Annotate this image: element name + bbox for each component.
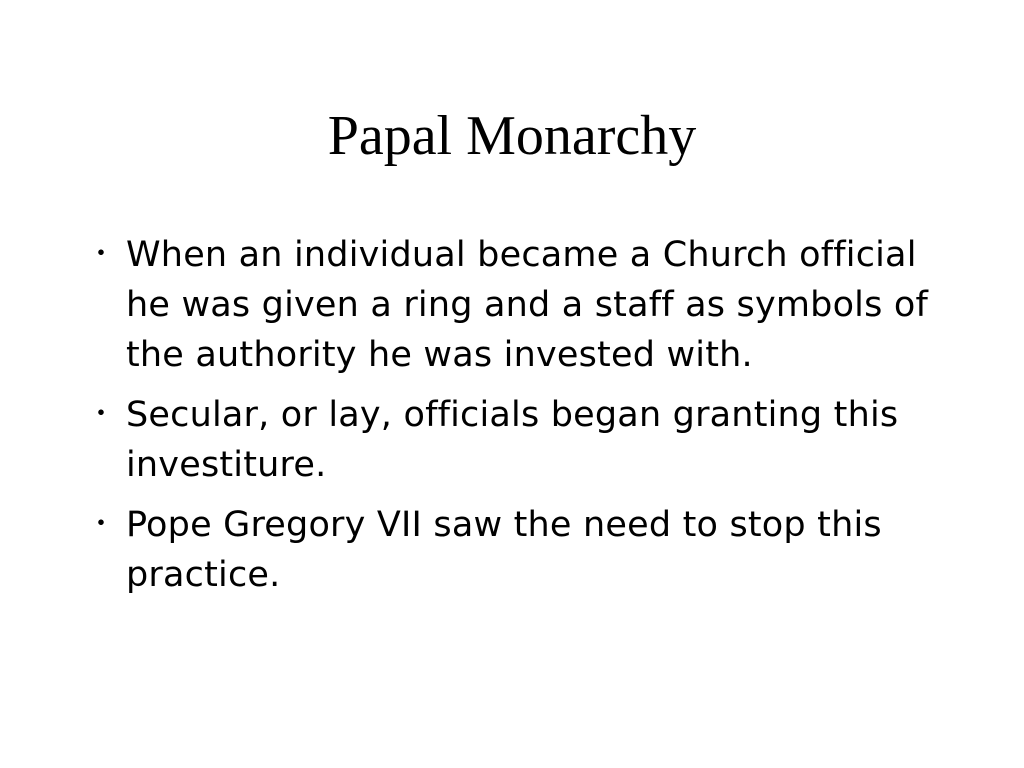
list-item — [80, 390, 940, 490]
bullet-icon: ・ — [86, 397, 117, 432]
bullet-icon: ・ — [86, 507, 117, 542]
slide-title: Papal Monarchy — [327, 105, 697, 167]
list-item — [80, 500, 940, 600]
bullet-text: When an individual became a Church official he was given a ring and a staff as symbols of the authority he was invested with. — [126, 235, 929, 375]
bullet-icon: ・ — [86, 237, 117, 272]
list-item — [80, 230, 940, 380]
bullet-text: Secular, or lay, officials began granting this investiture. — [126, 395, 899, 485]
bullet-list — [80, 230, 940, 610]
bullet-text: Pope Gregory VII saw the need to stop this practice. — [126, 505, 882, 595]
